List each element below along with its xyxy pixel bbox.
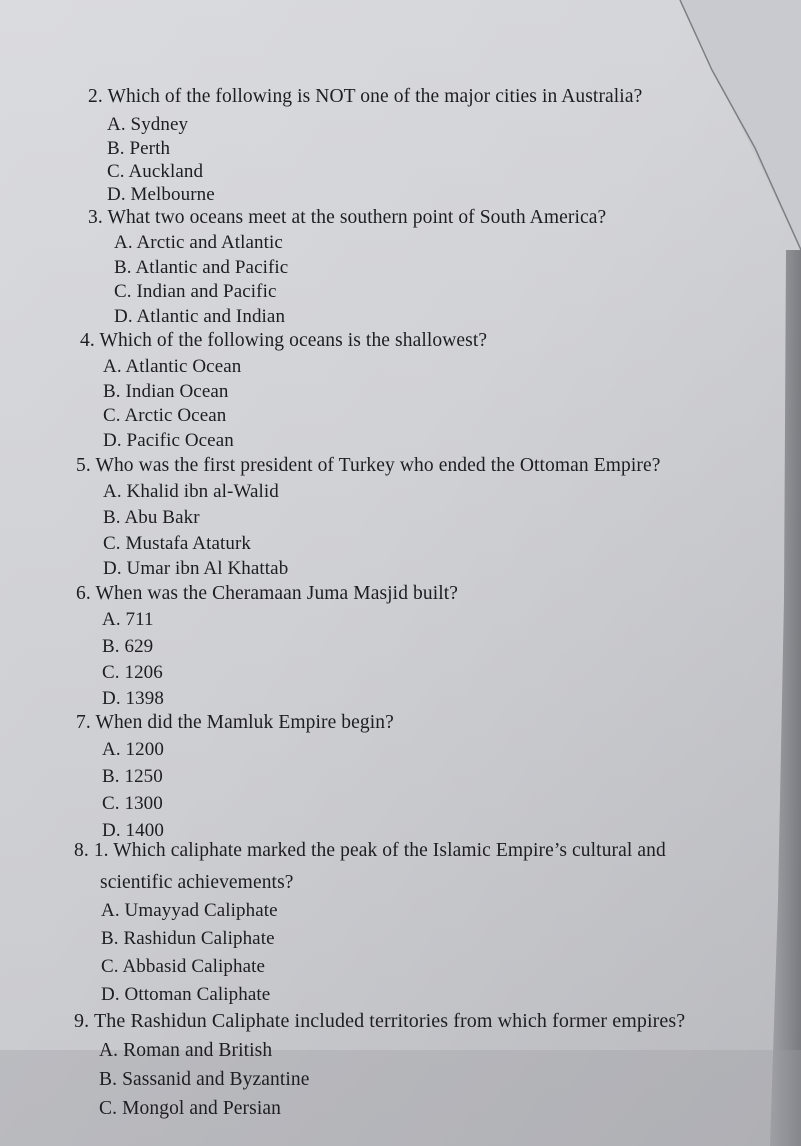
option-3d [114,306,285,328]
option-7d [102,820,164,842]
option-9a [99,1040,272,1062]
option-4d [103,430,234,452]
question-4 [80,330,487,352]
question-text: Who was the first president of Turkey who ended the Ottoman Empire? [95,455,661,476]
option-text: Atlantic and Indian [136,306,286,327]
option-letter: D. [103,558,122,579]
option-letter: C. [99,1098,118,1119]
question-text: The Rashidun Caliphate included territories from which former empires? [93,1010,686,1032]
option-text: Umayyad Caliphate [124,900,278,921]
option-letter: B. [101,928,119,949]
option-text: Roman and British [123,1040,273,1061]
option-8b [101,928,275,950]
question-number: 8. [74,840,89,861]
option-5b [103,507,200,529]
option-letter: C. [102,793,120,814]
question-2 [88,86,642,108]
option-letter: A. [107,114,126,135]
option-text: Auckland [128,161,204,182]
option-8a [101,900,278,922]
option-text: Arctic Ocean [124,405,227,426]
option-letter: C. [102,662,120,683]
option-2d [107,184,215,206]
option-text: 629 [124,636,154,657]
option-text: Atlantic and Pacific [135,257,289,278]
question-number: 6. [76,583,91,604]
option-text: 1400 [125,820,164,841]
option-letter: B. [103,507,121,528]
option-5a [103,481,279,503]
option-text: 1206 [124,662,163,683]
question-text: 1. Which caliphate marked the peak of the Islamic Empire’s cultural and [93,840,666,861]
option-letter: B. [102,636,120,657]
option-text: Umar ibn Al Khattab [126,558,289,579]
option-letter: B. [102,766,120,787]
option-text: Ottoman Caliphate [124,984,271,1005]
option-letter: B. [114,257,132,278]
option-text: Mongol and Persian [122,1098,281,1119]
question-9 [74,1010,685,1032]
option-2b [107,138,170,160]
option-6c [102,662,163,684]
option-3a [114,232,283,254]
option-8d [101,984,270,1006]
option-text: Arctic and Atlantic [136,232,283,253]
option-text: Rashidun Caliphate [123,928,275,949]
question-number: 2. [88,86,103,107]
option-9c [99,1098,281,1120]
option-letter: D. [102,688,121,709]
question-8 [74,840,666,862]
option-text: Khalid ibn al-Walid [126,481,279,502]
option-letter: A. [102,739,121,760]
option-9b [99,1069,310,1091]
option-letter: A. [102,609,121,630]
option-4a [103,356,241,378]
option-text: 1200 [125,739,164,760]
option-letter: D. [101,984,120,1005]
option-text: Melbourne [130,184,215,205]
option-letter: C. [103,405,121,426]
option-letter: B. [99,1069,118,1090]
question-number: 4. [80,330,95,351]
option-letter: A. [99,1040,119,1061]
question-number: 7. [76,712,91,733]
option-6a [102,609,154,631]
option-2a [107,114,188,136]
option-5c [103,533,251,555]
option-2c [107,161,203,183]
question-text: scientific achievements? [100,872,294,893]
option-text: Indian and Pacific [136,281,277,302]
question-text: Which of the following is NOT one of the major cities in Australia? [107,86,643,107]
option-text: 1250 [124,766,163,787]
option-letter: C. [114,281,132,302]
option-letter: A. [103,481,122,502]
option-letter: D. [103,430,122,451]
option-7c [102,793,163,815]
option-text: Abbasid Caliphate [122,956,266,977]
option-letter: B. [107,138,125,159]
option-letter: A. [114,232,133,253]
option-5d [103,558,288,580]
option-text: Abu Bakr [124,507,200,528]
option-letter: D. [114,306,133,327]
question-number: 9. [74,1010,90,1032]
question-text: When was the Cheramaan Juma Masjid built? [95,583,459,604]
option-4c [103,405,226,427]
option-letter: A. [103,356,122,377]
option-text: Sassanid and Byzantine [122,1069,310,1090]
question-text: What two oceans meet at the southern point of South America? [107,207,607,228]
question-text: Which of the following oceans is the shallowest? [99,330,488,351]
option-letter: B. [103,381,121,402]
option-text: Pacific Ocean [126,430,234,451]
option-6d [102,688,164,710]
option-text: 711 [125,609,154,630]
option-text: 1300 [124,793,163,814]
option-text: Sydney [130,114,189,135]
option-letter: C. [107,161,125,182]
option-7a [102,739,164,761]
option-text: Mustafa Ataturk [125,533,251,554]
option-letter: D. [102,820,121,841]
option-4b [103,381,229,403]
option-letter: C. [101,956,119,977]
question-text: When did the Mamluk Empire begin? [95,712,394,733]
question-number: 3. [88,207,103,228]
option-text: Indian Ocean [125,381,229,402]
question-5 [76,455,661,477]
option-7b [102,766,163,788]
option-letter: A. [101,900,120,921]
option-text: 1398 [125,688,164,709]
option-3b [114,257,288,279]
option-8c [101,956,265,978]
question-8-continuation [100,872,294,894]
option-letter: D. [107,184,126,205]
option-text: Perth [129,138,171,159]
question-3 [88,207,606,229]
option-3c [114,281,277,303]
question-7 [76,712,394,734]
option-letter: C. [103,533,121,554]
question-6 [76,583,458,605]
option-text: Atlantic Ocean [125,356,242,377]
question-number: 5. [76,455,91,476]
option-6b [102,636,153,658]
